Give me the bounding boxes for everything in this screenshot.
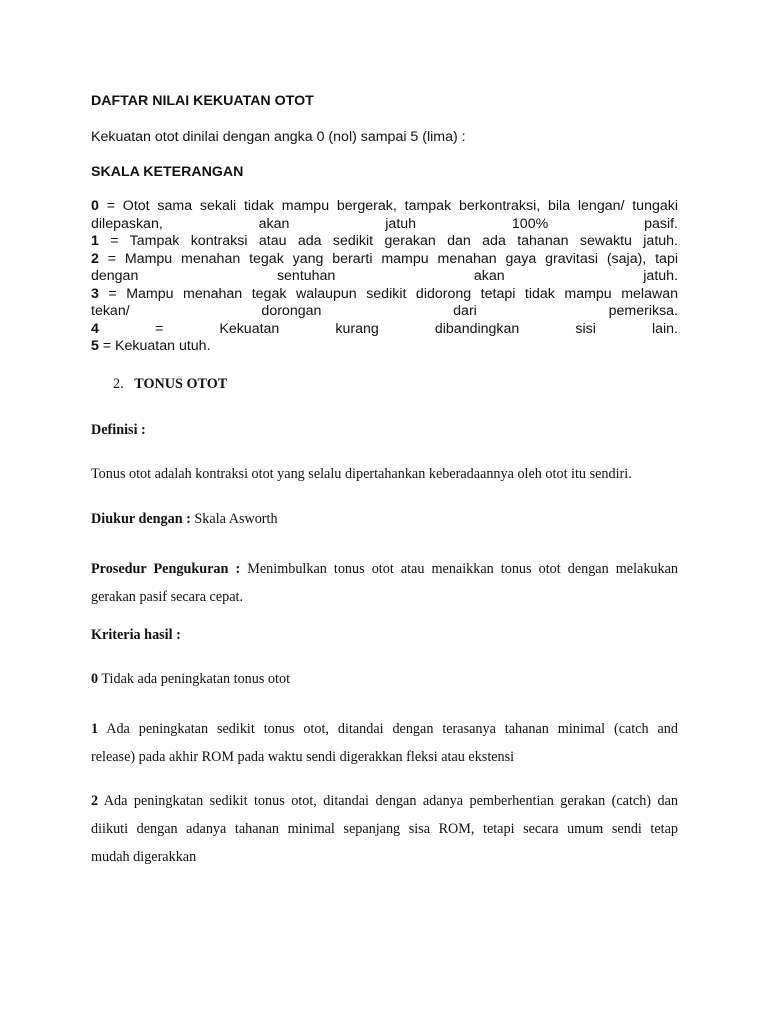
scale-number: 5 bbox=[91, 338, 99, 354]
kriteria-item-2: 2 Ada peningkatan sedikit tonus otot, ditandai dengan adanya pemberhentian gerakan (catch) dan diikuti dengan adanya tahanan minimal sepanjang sisa ROM, tetapi secara umum sendi tetap mudah digerakkan bbox=[91, 793, 678, 865]
document-title: DAFTAR NILAI KEKUATAN OTOT bbox=[91, 93, 314, 109]
kriteria-number: 1 bbox=[91, 721, 99, 737]
scale-item-4: 4 = Kekuatan kurang dibandingkan sisi lain. bbox=[91, 320, 678, 337]
definisi-text: Tonus otot adalah kontraksi otot yang selalu dipertahankan keberadaannya oleh otot itu sendiri. bbox=[91, 466, 632, 482]
kriteria-label: Kriteria hasil : bbox=[91, 627, 181, 643]
kriteria-number: 0 bbox=[91, 671, 99, 687]
diukur-label: Diukur dengan : bbox=[91, 511, 191, 527]
scale-item-3: 3 = Mampu menahan tegak walaupun sedikit didorong tetapi tidak mampu melawan tekan/ dorongan dari pemeriksa. bbox=[91, 285, 678, 319]
scale-item-0: 0 = Otot sama sekali tidak mampu bergerak, tampak berkontraksi, bila lengan/ tungaki dilepaskan, akan jatuh 100% pasif. bbox=[91, 198, 678, 232]
scale-item-2: 2 = Mampu menahan tegak yang berarti mampu menahan gaya gravitasi (saja), tapi dengan sentuhan akan jatuh. bbox=[91, 250, 678, 284]
scale-list bbox=[91, 198, 678, 356]
scale-heading: SKALA KETERANGAN bbox=[91, 164, 244, 180]
scale-number: 2 bbox=[91, 250, 99, 267]
kriteria-number: 2 bbox=[91, 793, 99, 809]
section-title: TONUS OTOT bbox=[134, 376, 228, 392]
scale-number: 3 bbox=[91, 285, 99, 302]
scale-number: 0 bbox=[91, 198, 99, 214]
kriteria-item-1: 1 Ada peningkatan sedikit tonus otot, ditandai dengan terasanya tahanan minimal (catch and release) pada akhir ROM pada waktu sendi digerakkan fleksi atau ekstensi bbox=[91, 721, 678, 765]
section-2-heading bbox=[113, 376, 673, 393]
scale-item-5: 5 = Kekuatan utuh. bbox=[91, 338, 211, 354]
definisi-label: Definisi : bbox=[91, 422, 146, 438]
scale-number: 4 bbox=[91, 320, 99, 337]
section-number: 2. bbox=[113, 376, 124, 392]
intro-text: Kekuatan otot dinilai dengan angka 0 (nol) sampai 5 (lima) : bbox=[91, 129, 466, 145]
scale-number: 1 bbox=[91, 233, 99, 249]
diukur-value: Skala Asworth bbox=[190, 511, 278, 527]
kriteria-item-0: 0 Tidak ada peningkatan tonus otot bbox=[91, 671, 291, 687]
prosedur-paragraph: Prosedur Pengukuran : Menimbulkan tonus otot atau menaikkan tonus otot dengan melakukan gerakan pasif secara cepat. bbox=[91, 561, 678, 605]
diukur-line bbox=[91, 511, 678, 528]
scale-item-1: 1 = Tampak kontraksi atau ada sedikit gerakan dan ada tahanan sewaktu jatuh. bbox=[91, 233, 678, 249]
prosedur-label: Prosedur Pengukuran : bbox=[91, 561, 241, 577]
